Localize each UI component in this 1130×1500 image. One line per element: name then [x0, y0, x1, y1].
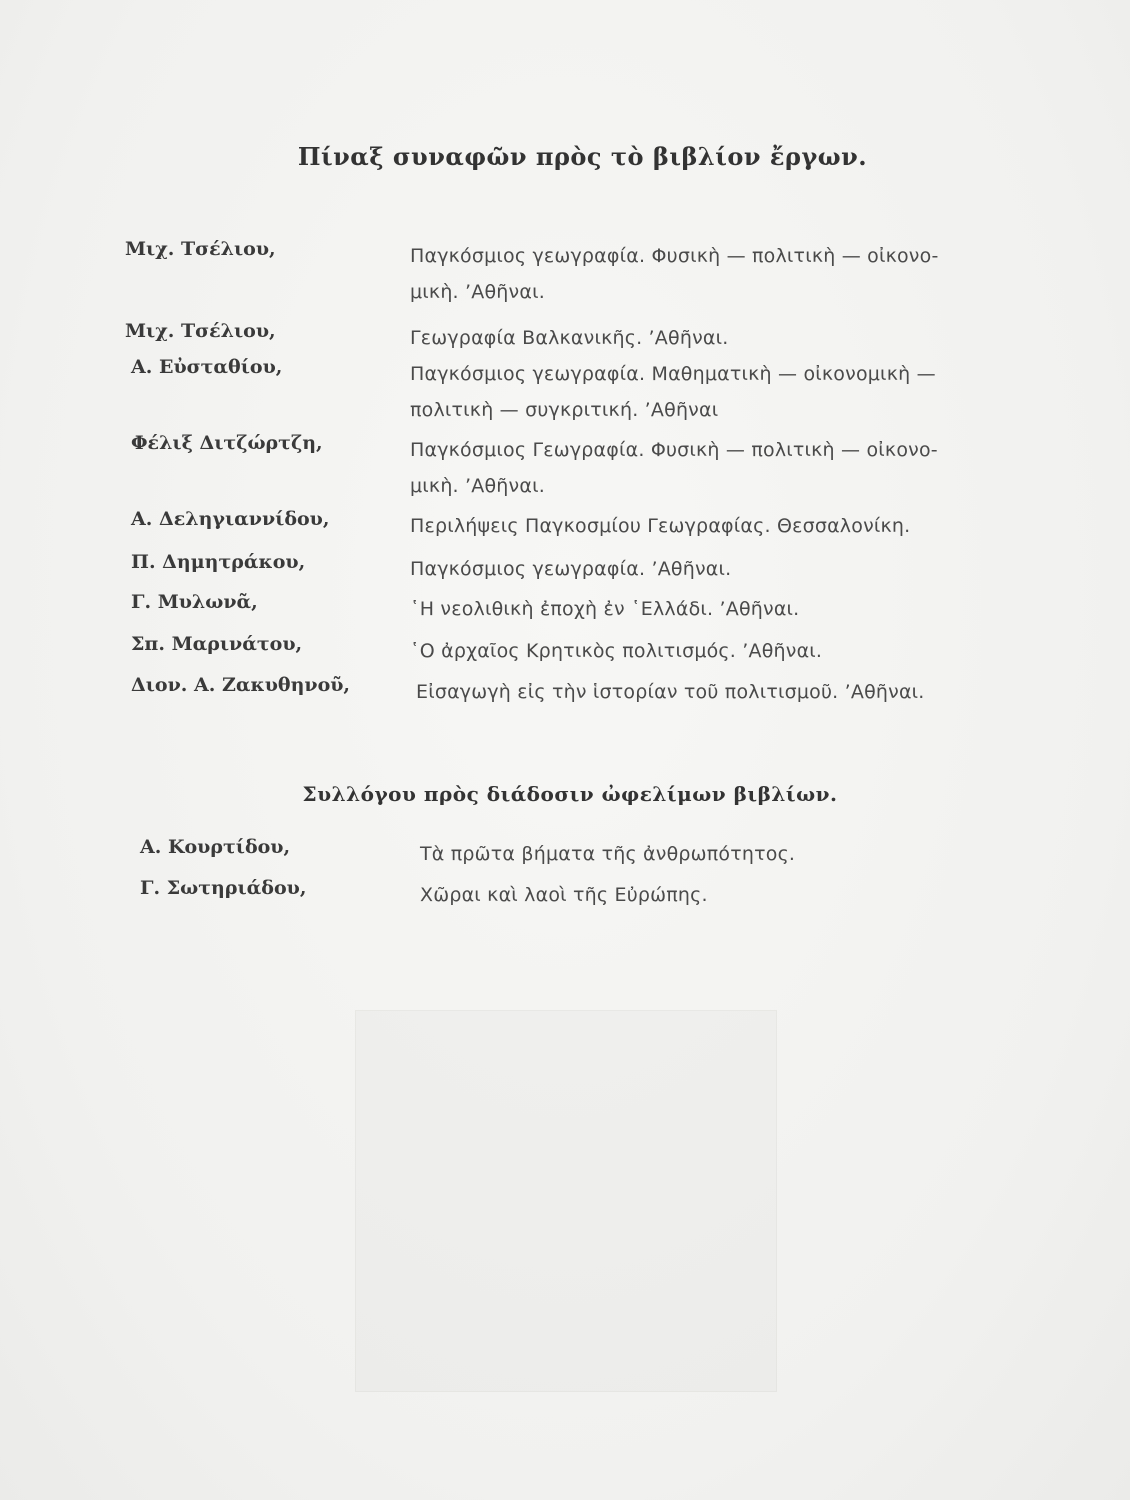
work-line: μικὴ. ’Αθῆναι. [410, 281, 545, 303]
work-line: ῾Η νεολιθικὴ ἐποχὴ ἐν ῾Ελλάδι. ’Αθῆναι. [410, 598, 800, 620]
entry-author: Π. Δημητράκου, [131, 551, 306, 573]
work-line: Παγκόσμιος γεωγραφία. Μαθηματικὴ — οἰκονομικὴ — [410, 363, 936, 385]
work-line: Εἰσαγωγὴ εἰς τὴν ἱστορίαν τοῦ πολιτισμοῦ. ’Αθῆναι. [416, 681, 925, 703]
entry-work [410, 238, 970, 310]
entry-author: Γ. Σωτηριάδου, [140, 877, 307, 899]
entry-work [410, 591, 970, 627]
work-line: Παγκόσμιος Γεωγραφία. Φυσικὴ — πολιτικὴ — οἰκονο- [410, 439, 938, 461]
work-line: Χῶραι καὶ λαοὶ τῆς Εὐρώπης. [420, 884, 708, 906]
work-line: Περιλήψεις Παγκοσμίου Γεωγραφίας. Θεσσαλονίκη. [410, 515, 911, 537]
entry-author: Διον. Α. Ζακυθηνοῦ, [131, 674, 351, 696]
entry-work [410, 432, 970, 504]
entry-author: Α. Δεληγιαννίδου, [131, 508, 330, 530]
entry-author: Γ. Μυλωνᾶ, [131, 591, 258, 613]
entry-work [420, 877, 980, 913]
entry-work [410, 356, 970, 428]
work-line: Γεωγραφία Βαλκανικῆς. ’Αθῆναι. [410, 327, 729, 349]
work-line: ῾Ο ἀρχαῖος Κρητικὸς πολιτισμός. ’Αθῆναι. [410, 640, 823, 662]
entry-author: Μιχ. Τσέλιου, [125, 320, 276, 342]
entry-author: Α. Κουρτίδου, [140, 836, 291, 858]
section-title-related-works: Πίναξ συναφῶν πρὸς τὸ βιβλίον ἔργων. [297, 142, 868, 171]
entry-author: Μιχ. Τσέλιου, [125, 238, 276, 260]
entry-work [410, 508, 970, 544]
work-line: Παγκόσμιος γεωγραφία. ’Αθῆναι. [410, 558, 732, 580]
entry-author: Φέλιξ Διτζώρτζη, [131, 432, 323, 454]
work-line: μικὴ. ’Αθῆναι. [410, 475, 545, 497]
entry-work [410, 633, 970, 669]
entry-work [410, 551, 970, 587]
work-line: πολιτικὴ — συγκριτική. ’Αθῆναι [410, 399, 719, 421]
work-line: Τὰ πρῶτα βήματα τῆς ἀνθρωπότητος. [420, 843, 796, 865]
entry-author: Α. Εὐσταθίου, [131, 356, 283, 378]
section-title-society: Συλλόγου πρὸς διάδοσιν ὠφελίμων βιβλίων. [302, 782, 838, 806]
entry-work [416, 674, 976, 710]
work-line: Παγκόσμιος γεωγραφία. Φυσικὴ — πολιτικὴ — οἰκονο- [410, 245, 939, 267]
entry-work [420, 836, 980, 872]
bleed-through-shadow [355, 1010, 777, 1392]
entry-author: Σπ. Μαρινάτου, [131, 633, 303, 655]
entry-work [410, 320, 970, 356]
